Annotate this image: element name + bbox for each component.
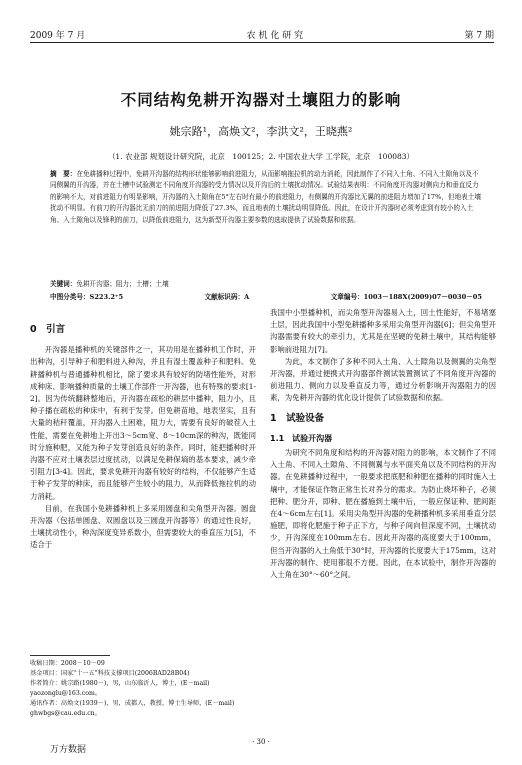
footnote-corresponding: 通讯作者：高焕文(1939－)，男，成都人，教授，博士生导师，(E－mail) ghwbgs@cau.edu.cn。 <box>30 700 235 717</box>
section-heading-equipment: 1 试验设备 <box>270 412 325 424</box>
body-paragraph: 我国中小型播种机，而尖角型开沟器易入土，回土性能好，不易堵塞土层，因此我国中小型免耕播种多采用尖角型开沟器[6]；但尖角型开沟器需要有较大的牵引力，尤其是在坚硬的免耕土壤中，其结构能够影响前进阻力[7]。 <box>270 308 496 354</box>
affiliation: （1. 农业部 规划设计研究院，北京 100125；2. 中国农业大学 工学院，北京 100083） <box>107 152 415 161</box>
watermark: 万方数据 <box>50 745 87 755</box>
section-heading-intro: 0 引言 <box>30 324 66 335</box>
abstract <box>50 169 482 226</box>
keywords-label: 关键词： <box>50 280 77 288</box>
header-rule <box>30 42 494 43</box>
abstract-label: 摘 要： <box>50 170 77 178</box>
footnote-received: 收稿日期：2008－10－09 <box>30 660 105 667</box>
page-number: · 30 · <box>252 738 270 746</box>
abstract-text: 在免耕播种过程中，免耕开沟器的结构形状能够影响前进阻力，从而影响拖拉机的动力消耗，因此制作了不同入土角、不同入土隙角以及不同侧翼的开沟器，并在土槽中试验测定不同角度开沟器的受力情况以及开沟后的土壤扰动情况。试验结果表明：不同角度开沟器对侧向力和垂直反力的影响不大，对前进阻力有明显影响，开沟器的入土隙角在5°左右时有最小的前进阻力，有侧翼的开沟器比无翼的前进阻力增加了17%，但地表土壤扰动不明显。有前刀的开沟器比无前刀的前进阻力降低了27.3%，而且地表的土壤扰动明显降低。因此，在设计开沟器时必须考虑到有较小的入土角、入土隙角以及锋利的前刀，以降低前进阻力，这为新型开沟器主要参数的选取提供了试验数据和依据。 <box>50 170 481 224</box>
classification-line <box>50 291 482 301</box>
header-date: 2009 年 7 月 <box>30 31 86 41</box>
header-issue: 第 7 期 <box>464 31 494 41</box>
header-journal: 农 机 化 研 究 <box>246 31 304 41</box>
right-column <box>270 307 496 581</box>
article-number: 文章编号：1003－188X(2009)07－0030－05 <box>330 293 482 301</box>
footnote-author: 作者简介：姚宗路(1980－)，男，山东临沂人，博士，(E－mail) yaozonglu@163.com。 <box>30 680 210 697</box>
intro-paragraph: 目前，在我国小免耕播种机上多采用圆盘和尖角型开沟器。圆盘开沟器（包括单圆盘、双圆盘以及三圆盘开沟器等）的通过性良好，土壤扰动性小，种沟深度变异系数小，但需要较大的垂直压力[5]，不适合于 <box>30 503 256 550</box>
intro-paragraph: 开沟器是播种机的关键部件之一，其功用是在播种机工作时，开出种沟，引导种子和肥料进入种沟，并且有湿土覆盖种子和肥料。免耕播种机与普通播种机相比，除了要求具有较好的防堵性能外，对形成种床、影响播种质量的土壤工作部件一开沟器，也有特殊的要求[1-2]。因为传统翻耕整地后，开沟器在疏松的耕层中播种，阻力小，且种子播在疏松的种床中，有利于发芽。但免耕苗地，地表坚实，且有大量的秸秆覆盖，开沟器入土困难，阻力大，需要有良好的破茬入土性能，需要在免耕地上开出3～5cm宽、8～10cm深的种沟，既能同时分施种肥，又能为种子发芽创造良好的条件。同时，能把播种时开沟器不应对土壤表层过度扰动，以满足免耕保墒的基本要求，减少牵引阻力[3-4]。因此，要求免耕开沟器有较好的结构，不仅能够产生适于种子发芽的种床，而且能够产生较小的阻力，从而降低拖拉机的动力消耗。 <box>30 345 256 501</box>
left-column <box>30 316 256 552</box>
footnote-funding: 基金项目：国家"十一五"科技支撑项目(2006BAD28B04) <box>30 670 190 677</box>
footnote-rule <box>30 655 110 656</box>
document-code: 文献标识码：A <box>204 293 250 301</box>
keywords <box>50 278 482 288</box>
keywords-text: 免耕开沟器；阻力；土槽；土壤 <box>76 280 169 288</box>
footnotes <box>30 659 256 719</box>
body-paragraph: 为研究不同角度和结构的开沟器对阻力的影响，本文制作了不同入土角、不同入土隙角、不同侧翼与水平面夹角以及不同结构的开沟器。在免耕播种过程中，一般要求把底肥和种肥在播种的同时施入土壤中，才能保证作物正常生长对养分的需求。为防止烧坏种子，必须把种、肥分开，即种、肥在播施到土壤中后，一般应保证种、肥间距在4～6cm左右[1]。采用尖角型开沟器的免耕播种机多采用垂直分层施肥，即将化肥施于种子正下方，与种子间向但深度不同，土壤扰动少，开沟深度在100mm左右。因此开沟器的高度要大于100mm，但当开沟器的入土角低于30°时，开沟器的长度要大于175mm，这对开沟器的制作、使用都很不方便。因此，在本试验中，制作开沟器的入土角在30°～60°之间。 <box>270 448 496 580</box>
body-paragraph: 为此，本文制作了多种不同入土角、入土隙角以及侧翼的尖角型开沟器，并通过便携式开沟器部件测试装置测试了不同角度开沟器的前进阻力、侧向力以及垂直反力等，通过分析影响开沟器阻力的因素，为免耕开沟器的优化设计提供了试验数据和依据。 <box>270 356 496 403</box>
running-header <box>30 27 494 41</box>
authors: 姚宗路¹，高焕文²，李洪文²，王晓燕² <box>169 125 353 138</box>
clc-number: 中图分类号：S223.2⁺5 <box>50 293 124 301</box>
paper-title: 不同结构免耕开沟器对土壤阻力的影响 <box>120 91 402 109</box>
subsection-heading-opener: 1.1 试验开沟器 <box>270 433 333 443</box>
